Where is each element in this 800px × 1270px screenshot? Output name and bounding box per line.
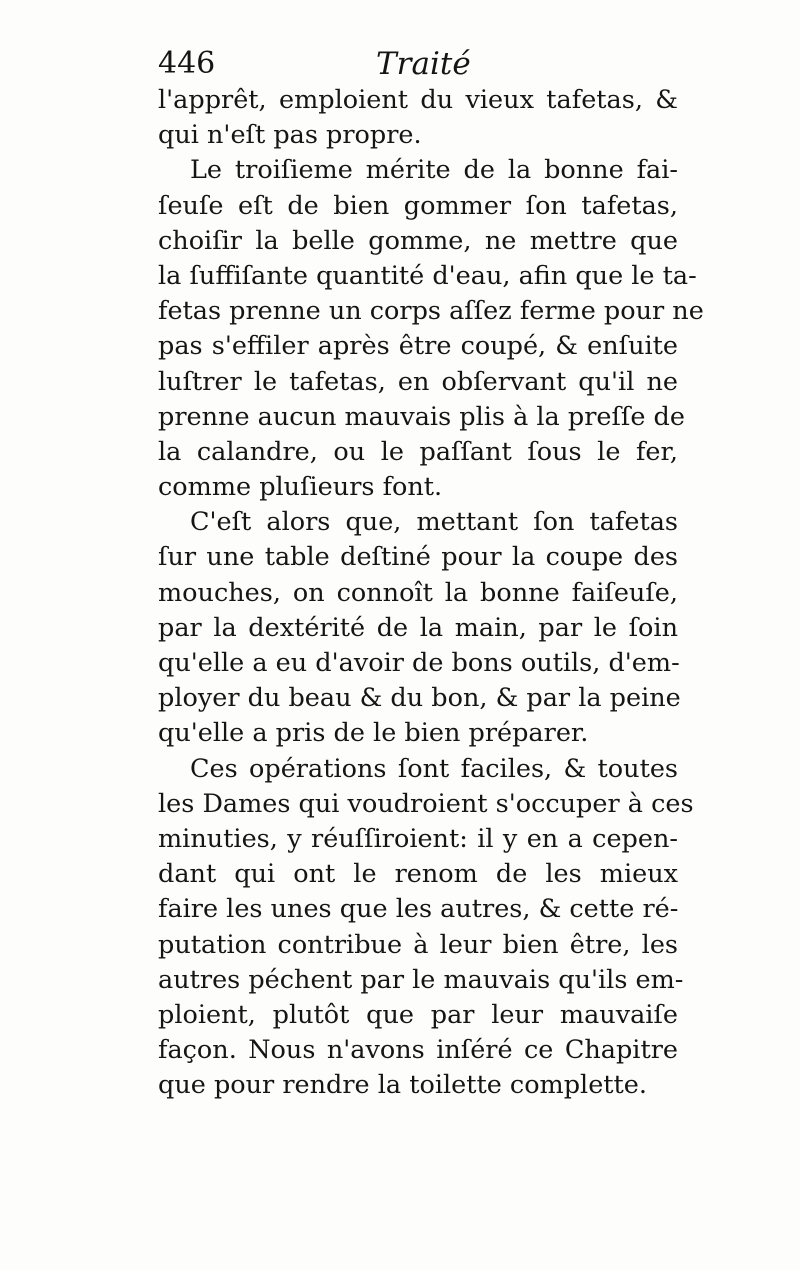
body-text: [158, 83, 704, 1103]
text-line: ſur une table deſtiné pour la coupe des: [158, 542, 678, 573]
text-line: façon. Nous n'avons inſéré ce Chapitre: [158, 1035, 678, 1066]
text-line: dant qui ont le renom de les mieux: [158, 859, 678, 890]
text-line: qu'elle a pris de le bien préparer.: [158, 718, 589, 749]
text-line: autres péchent par le mauvais qu'ils em-: [158, 964, 684, 995]
text-line: que pour rendre la toilette complette.: [158, 1070, 647, 1101]
text-line: luſtrer le tafetas, en obſervant qu'il ne: [158, 366, 678, 397]
text-line: ſeuſe eſt de bien gommer ſon tafetas,: [158, 190, 678, 221]
text-line: par la dextérité de la main, par le ſoin: [158, 612, 678, 643]
text-line: les Dames qui voudroient s'occuper à ces: [158, 788, 694, 819]
text-line: mouches, on connoît la bonne faiſeuſe,: [158, 577, 678, 608]
text-line: faire les unes que les autres, & cette ré-: [158, 894, 679, 925]
text-line: minuties, y réuſſiroient: il y en a cepen-: [158, 823, 678, 854]
text-line: Le troiſieme mérite de la bonne fai-: [190, 155, 678, 186]
text-line: pas s'effiler après être coupé, & enſuite: [158, 331, 678, 362]
text-line: C'eſt alors que, mettant ſon tafetas: [190, 507, 678, 538]
text-line: qui n'eſt pas propre.: [158, 120, 422, 151]
text-line: l'apprêt, emploient du vieux tafetas, &: [158, 85, 678, 115]
text-line: la ſuffiſante quantité d'eau, afin que le ta-: [158, 260, 697, 291]
text-line: ploient, plutôt que par leur mauvaiſe: [158, 999, 678, 1030]
text-line: prenne aucun mauvais plis à la preſſe de: [158, 401, 685, 432]
text-line: choiſir la belle gomme, ne mettre que: [158, 225, 678, 256]
text-line: Ces opérations ſont faciles, & toutes: [190, 753, 678, 784]
text-line: la calandre, ou le paſſant ſous le fer,: [158, 436, 678, 467]
page-header: [158, 44, 508, 84]
page-number: 446: [158, 46, 216, 81]
text-line: qu'elle a eu d'avoir de bons outils, d'em-: [158, 648, 680, 678]
text-line: fetas prenne un corps aſſez ferme pour ne: [158, 296, 704, 327]
text-line: ployer du beau & du bon, & par la peine: [158, 683, 681, 714]
text-line: putation contribue à leur bien être, les: [158, 929, 678, 960]
text-line: comme pluſieurs font.: [158, 472, 443, 503]
running-title: Traité: [376, 46, 471, 82]
